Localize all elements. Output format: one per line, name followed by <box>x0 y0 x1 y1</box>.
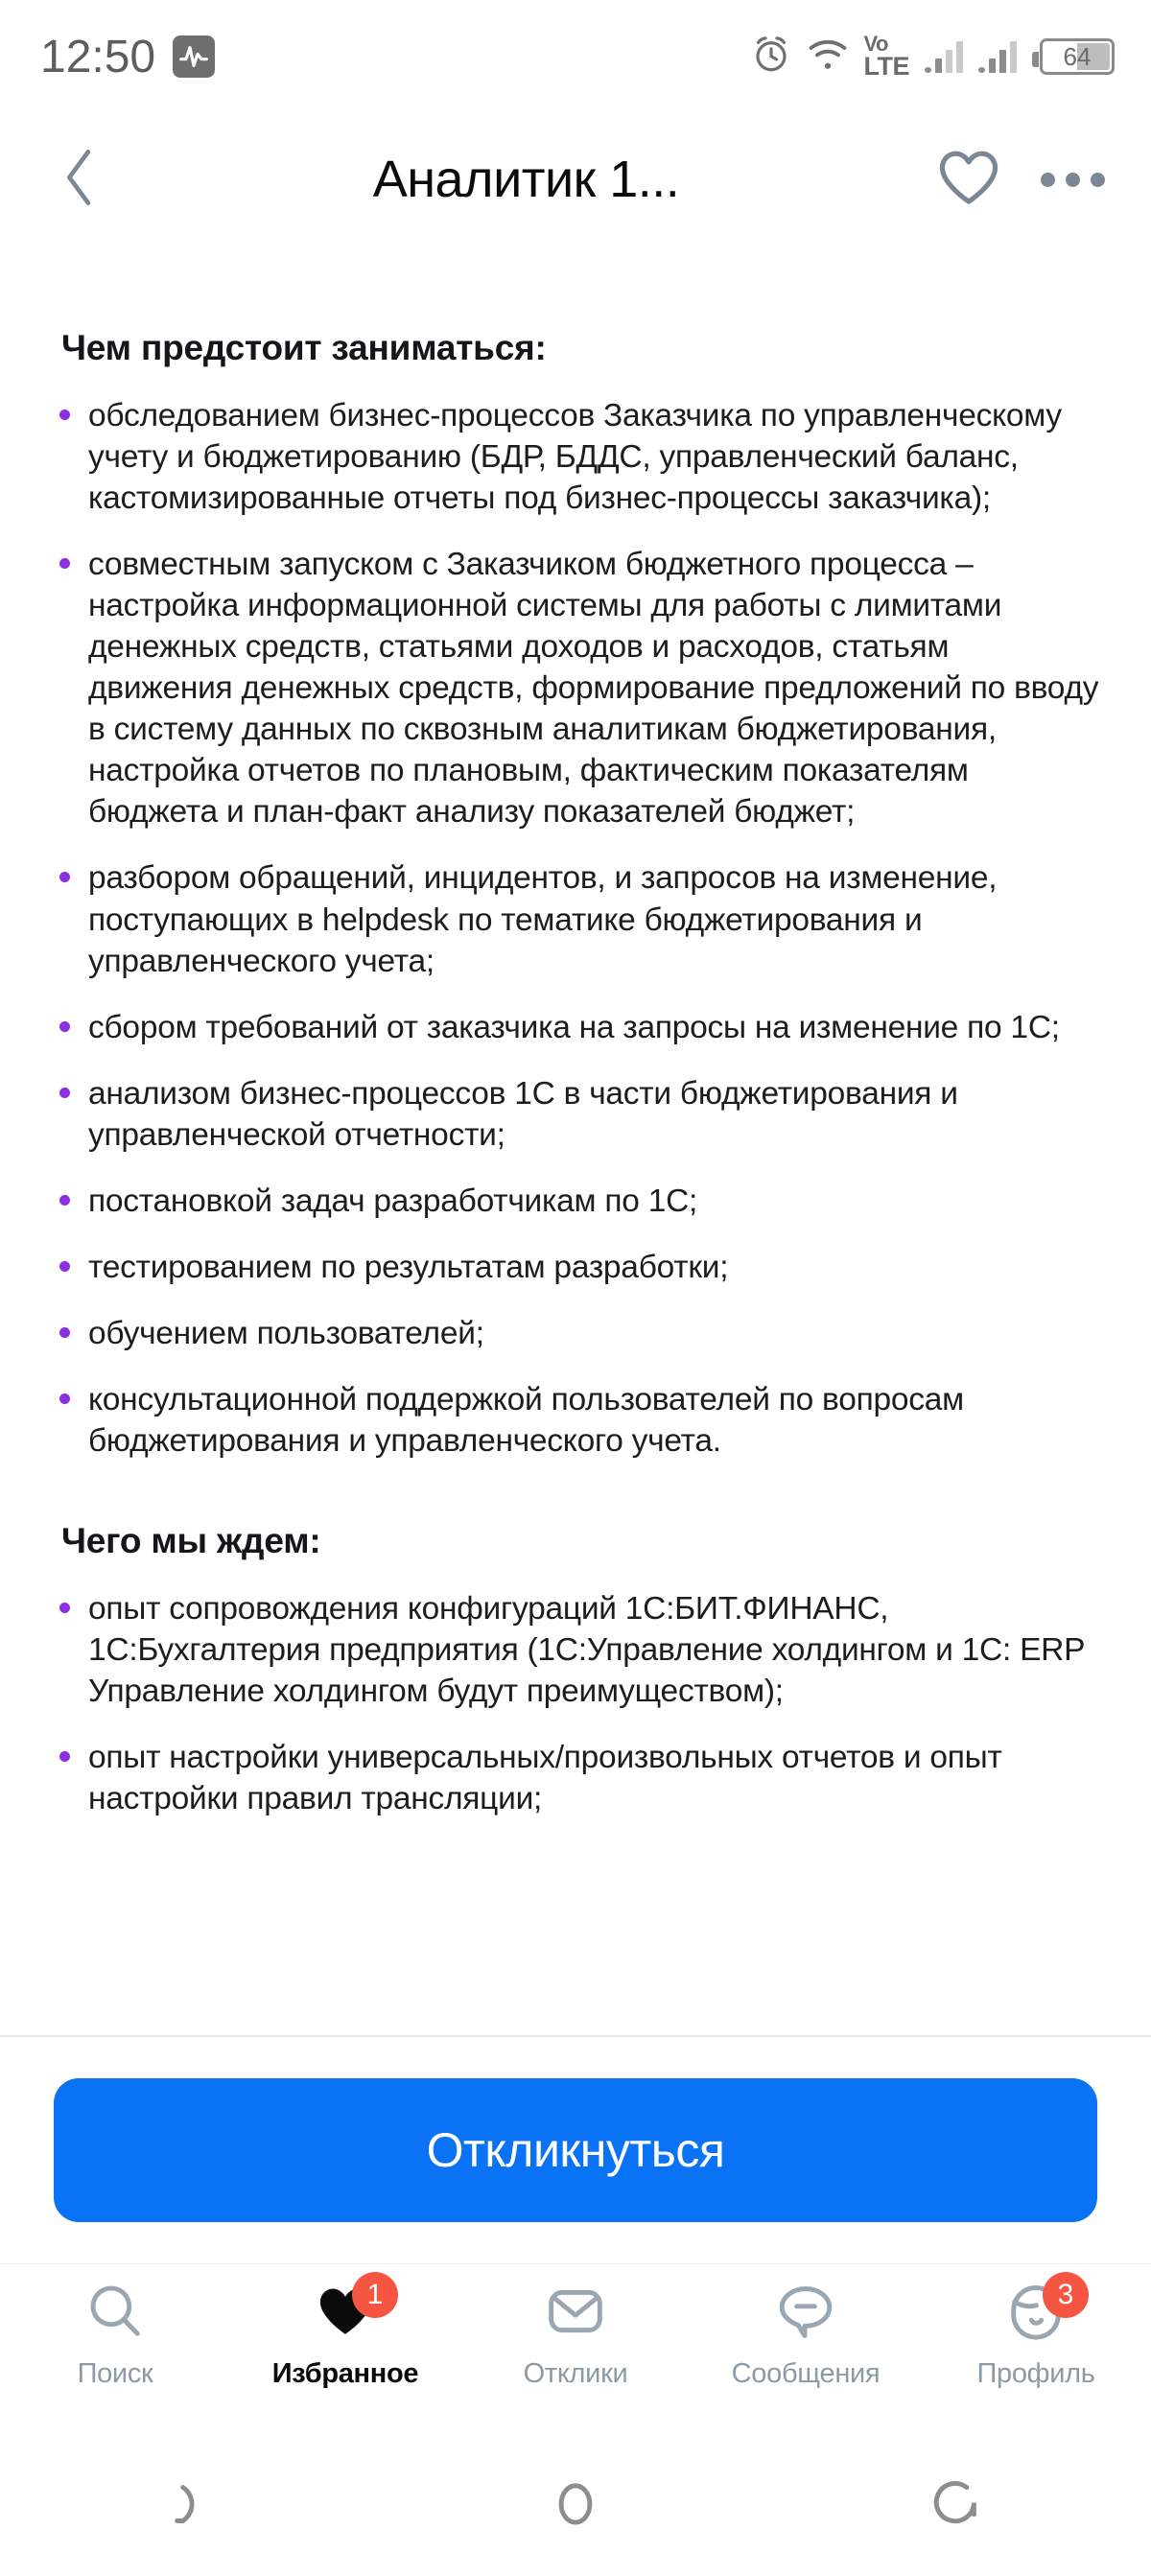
tab-responses-icon-wrap <box>546 2278 605 2349</box>
tab-profile[interactable] <box>921 2278 1151 2390</box>
tab-favorites[interactable] <box>230 2278 460 2390</box>
list-item: опыт сопровождения конфигураций 1С:БИТ.ФИНАНС, 1С:Бухгалтерия предприятия (1С:Управление холдингом и 1С: ERP Управление холдингом будут преимуществом); <box>56 1588 1101 1712</box>
app-header <box>0 113 1151 246</box>
tab-responses[interactable] <box>460 2278 691 2390</box>
tab-messages-label: Сообщения <box>731 2358 881 2389</box>
tab-messages-icon-wrap <box>776 2278 835 2349</box>
responsibilities-list <box>56 395 1101 1462</box>
search-icon <box>85 2282 145 2346</box>
android-recents-icon <box>932 2477 986 2536</box>
chevron-left-icon <box>59 147 101 213</box>
section-title-responsibilities: Чем предстоит заниматься: <box>61 328 547 367</box>
favorite-button[interactable] <box>937 149 1000 211</box>
volte-top-label: Vo <box>863 32 888 57</box>
content-bottom-divider <box>0 2035 1151 2037</box>
chat-bubble-icon <box>776 2283 835 2345</box>
status-bar-clock: 12:50 <box>40 31 156 82</box>
status-badge: 3 <box>1043 2272 1089 2318</box>
volte-indicator <box>863 32 910 81</box>
android-home-icon <box>549 2477 602 2536</box>
requirements-list <box>56 1588 1101 1819</box>
tab-favorites-label: Избранное <box>271 2358 419 2389</box>
back-button[interactable] <box>38 147 121 213</box>
cta-container <box>0 2037 1151 2263</box>
tab-profile-label: Профиль <box>976 2358 1095 2389</box>
tab-profile-icon-wrap <box>1006 2278 1074 2349</box>
list-item: анализом бизнес-процессов 1С в части бюджетирования и управленческой отчетности; <box>56 1073 1101 1156</box>
tab-search-icon-wrap <box>85 2278 145 2349</box>
list-item: тестированием по результатам разработки; <box>56 1247 1101 1288</box>
list-item: опыт настройки универсальных/произвольных отчетов и опыт настройки правил трансляции; <box>56 1737 1101 1819</box>
list-item: обследованием бизнес-процессов Заказчика по управленческому учету и бюджетированию (БДР, БДДС, управленческий баланс, кастомизированные отчеты под бизнес-процессы заказчика); <box>56 395 1101 519</box>
status-bar-left <box>40 31 215 83</box>
battery-percent-label: 64 <box>1063 41 1092 71</box>
job-description-content[interactable] <box>0 246 1151 2037</box>
android-back-button[interactable] <box>0 2477 384 2536</box>
envelope-icon <box>546 2283 605 2344</box>
heart-outline-icon <box>937 194 1000 210</box>
signal-bars-icon <box>925 40 963 73</box>
list-item: сбором требований от заказчика на запросы на изменение по 1С; <box>56 1007 1101 1048</box>
status-bar-right <box>751 32 1116 81</box>
status-bar <box>0 0 1151 113</box>
bottom-tab-bar <box>0 2263 1151 2436</box>
list-item: совместным запуском с Заказчиком бюджетного процесса – настройка информационной системы для работы с лимитами денежных средств, статьями доходов и расходов, статьям движения денежных средств, формирование предложений по вводу в систему данных по сквозным аналитикам бюджетирования, настройка отчетов по плановым, фактическим показателям бюджета и план-факт анализу показателей бюджет; <box>56 544 1101 832</box>
android-home-button[interactable] <box>384 2477 767 2536</box>
tab-messages[interactable] <box>691 2278 921 2390</box>
tab-search[interactable] <box>0 2278 230 2390</box>
alarm-clock-icon <box>751 35 791 80</box>
battery-icon <box>1040 38 1115 75</box>
tab-responses-label: Отклики <box>523 2358 628 2389</box>
header-actions <box>937 149 1105 211</box>
more-horizontal-icon <box>1041 173 1055 187</box>
apply-button[interactable]: Откликнуться <box>54 2078 1097 2222</box>
section-title-requirements: Чего мы ждем: <box>61 1520 321 1560</box>
signal-bars-icon-2 <box>978 40 1017 73</box>
tab-search-label: Поиск <box>77 2358 153 2389</box>
page-title: Аналитик 1... <box>372 151 680 208</box>
android-navigation-bar <box>0 2436 1151 2576</box>
wifi-icon <box>807 35 849 79</box>
android-back-icon <box>165 2477 219 2536</box>
activity-monitor-icon <box>173 35 215 78</box>
list-item: разбором обращений, инцидентов, и запросов на изменение, поступающих в helpdesk по тематике бюджетирования и управленческого учета; <box>56 857 1101 981</box>
android-recents-button[interactable] <box>767 2477 1151 2536</box>
list-item: консультационной поддержкой пользователей по вопросам бюджетирования и управленческого учета. <box>56 1379 1101 1462</box>
volte-bottom-label: LTE <box>863 51 909 81</box>
list-item: обучением пользователей; <box>56 1313 1101 1354</box>
list-item: постановкой задач разработчикам по 1С; <box>56 1181 1101 1222</box>
more-options-button[interactable] <box>1041 173 1105 187</box>
tab-favorites-icon-wrap <box>316 2278 384 2349</box>
status-badge: 1 <box>352 2272 398 2318</box>
